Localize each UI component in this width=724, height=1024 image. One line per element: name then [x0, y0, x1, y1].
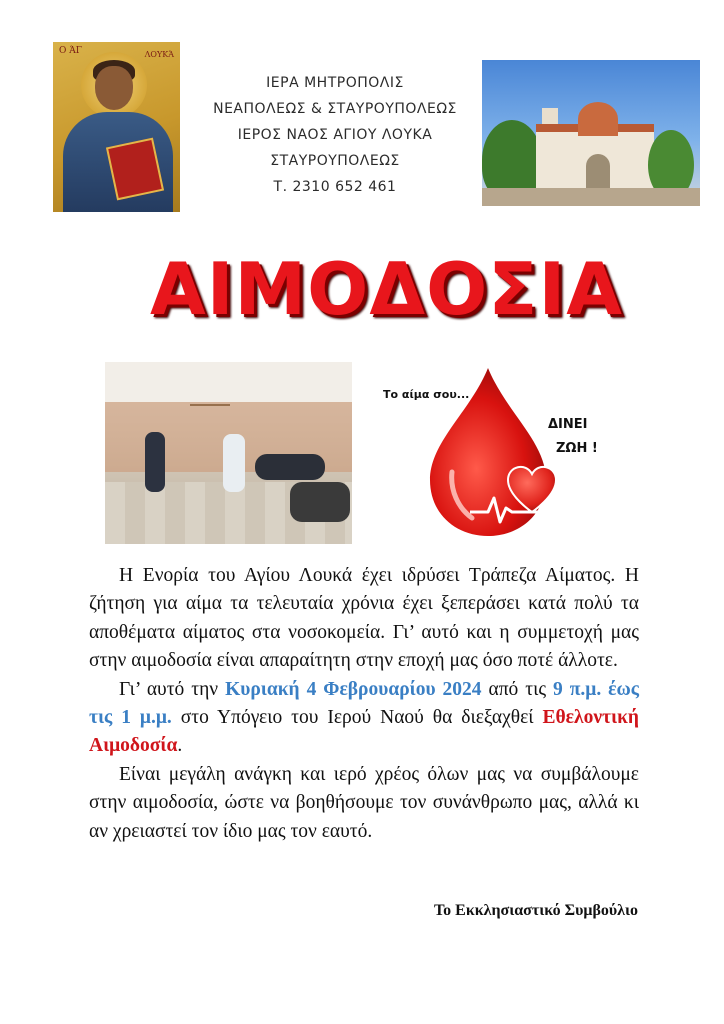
nurse-shape	[223, 434, 245, 492]
paragraph-event-details	[89, 676, 639, 761]
event-date: Κυριακή 4 Φεβρουαρίου 2024	[225, 678, 482, 700]
dome-shape	[578, 102, 618, 136]
person-shape	[145, 432, 165, 492]
event-location-text: στο Υπόγειο του Ιερού Ναού θα διεξαχθεί	[171, 707, 543, 729]
header-line-metropolis: ΙΕΡΑ ΜΗΤΡΟΠΟΛΙΣ	[266, 75, 404, 91]
donor-chair-shape	[290, 482, 350, 522]
header-line-phone: Τ. 2310 652 461	[273, 179, 397, 195]
drop-caption-your-blood: Το αίμα σου...	[383, 388, 470, 401]
donor-reclining-shape	[255, 454, 325, 480]
announcement-body	[89, 562, 639, 846]
paragraph-blood-bank: Η Ενορία του Αγίου Λουκά έχει ιδρύσει Τράπεζα Αίματος. Η ζήτηση για αίμα τα τελευταία χρόνια έχει ξεπεράσει κατά πολύ τα αποθέματα αίματος στα νοσοκομεία. Γι’ αυτό και η συμμετοχή μας στην αιμοδοσία είναι απαραίτητη στην εποχή μας όσο ποτέ άλλοτε.	[89, 565, 639, 672]
drop-caption-life: ΖΩΗ !	[556, 441, 598, 456]
event-time: 9 π.μ. έως τις 1 μ.μ.	[89, 678, 639, 729]
icon-inscription-left: Ο ΆΓ	[59, 46, 82, 56]
ground-shape	[482, 188, 700, 206]
event-name: Εθελοντική Αιμοδοσία	[89, 707, 639, 757]
header-line-church: ΙΕΡΟΣ ΝΑΟΣ ΑΓΙΟΥ ΛΟΥΚΑ	[237, 127, 433, 143]
blood-donation-room-photo	[105, 362, 352, 544]
entrance-arch-shape	[586, 154, 610, 188]
event-period: .	[177, 735, 183, 757]
paragraph-appeal: Είναι μεγάλη ανάγκη και ιερό χρέος όλων μας να συμβάλουμε στην αιμοδοσία, ώστε να βοηθήσουμε τον συνάνθρωπο μας, αλλά κι αν χρειαστεί τον ίδιο μας τον εαυτό.	[89, 763, 639, 842]
event-intro-text: Γι’ αυτό την	[119, 678, 226, 700]
event-from-text: από τις	[481, 678, 554, 700]
drop-caption-gives: ΔΙΝΕΙ	[548, 417, 588, 432]
parish-header	[210, 70, 460, 200]
header-line-town: ΣΤΑΥΡΟΥΠΟΛΕΩΣ	[270, 153, 400, 169]
church-photo	[482, 60, 700, 206]
face-shape	[95, 66, 133, 110]
header-line-diocese: ΝΕΑΠΟΛΕΩΣ & ΣΤΑΥΡΟΥΠΟΛΕΩΣ	[213, 101, 457, 117]
saint-luke-icon-image	[53, 42, 180, 212]
page-title: ΑΙΜΟΔΟΣΙΑ	[150, 247, 623, 331]
signature-church-council: Το Εκκλησιαστικό Συμβούλιο	[433, 902, 638, 919]
icon-inscription-right: ΛΟΥΚΆ	[144, 50, 174, 59]
